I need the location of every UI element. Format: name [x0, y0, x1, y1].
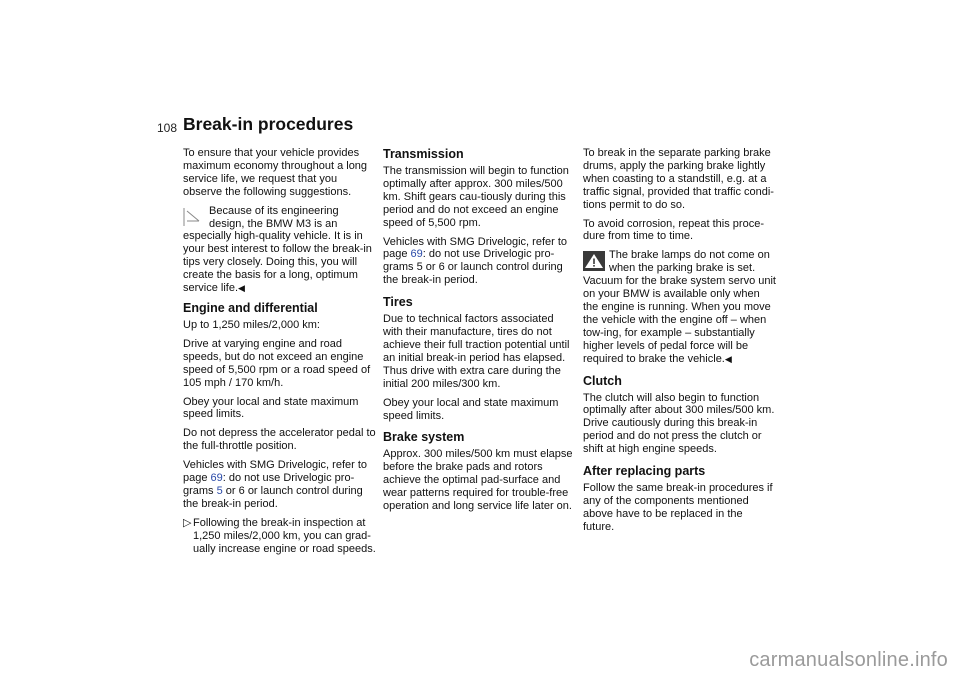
- after-replacing-paragraph: Follow the same break-in procedures if any of the components mentioned above have to be replaced in the future.: [583, 482, 773, 533]
- smg-paragraph: [383, 236, 576, 288]
- heading-engine-differential: Engine and differential: [183, 300, 318, 315]
- intro-paragraph: To ensure that your vehicle provides maximum economy throughout a long service life, we request that you observe the following suggestions.: [183, 147, 368, 198]
- warning-block: [583, 249, 776, 365]
- heading-tires: Tires: [383, 295, 413, 310]
- note-arrow-icon: [183, 207, 205, 227]
- text: : do not use Drivelogic pro-grams: [183, 472, 355, 497]
- transmission-paragraph: The transmission will begin to function optimally after approx. 300 miles/500 km. Shift gears cau-tiously during this period and do not exceed an engine speed of 5,500 rpm.: [383, 165, 569, 229]
- bullet-text: Following the break-in inspection at 1,250 miles/2,000 km, you can grad-ually increase engine or road speeds.: [193, 516, 376, 555]
- note-text: Because of its engineering design, the BMW M3 is an especially high-quality vehicle. It is in your best interest to follow the break-in tips very closely. Doing this, you will create the basis for a long, optimum service life.: [183, 204, 372, 295]
- heading-transmission: Transmission: [383, 147, 464, 161]
- note-block: [183, 205, 376, 295]
- warning-text: The brake lamps do not come on when the parking brake is set. Vacuum for the brake system servo unit on your BMW is available only when the engine is running. When you move the vehicle with the engine off – when tow-ing, for example – substantially higher levels of pedal force will be required to brake the vehicle.: [583, 249, 776, 365]
- heading-clutch: Clutch: [583, 373, 622, 388]
- clutch-paragraph: The clutch will also begin to function optimally after about 300 miles/500 km. Drive cautiously during this break-in period and do not press the clutch or shift at high engine speeds.: [583, 391, 775, 456]
- column-1: [183, 147, 376, 561]
- text: Vehicles with SMG Drivelogic, refer to page: [183, 459, 368, 485]
- engine-paragraph-2: Drive at varying engine and road speeds, but do not exceed an engine speed of 5,500 rpm or a road speed of 105 mph / 170 km/h.: [183, 337, 371, 389]
- warning-triangle-icon: [583, 251, 605, 271]
- text: or 6 or launch control during the break-in period.: [183, 484, 363, 510]
- footer-watermark: carmanualsonline.info: [749, 649, 948, 671]
- column-2: [383, 147, 576, 519]
- end-mark-icon: ◀: [724, 353, 732, 364]
- tires-paragraph-2: Obey your local and state maximum speed limits.: [383, 396, 559, 422]
- engine-paragraph-4: Do not depress the accelerator pedal to the full-throttle position.: [183, 427, 376, 453]
- brake-paragraph: Approx. 300 miles/500 km must elapse before the brake pads and rotors achieve the optimal pad-surface and wear patterns required for trouble-free operation and long service life later on.: [383, 448, 573, 513]
- page-link-69[interactable]: 69: [210, 472, 223, 485]
- column-3: [583, 147, 776, 540]
- corrosion-paragraph: To avoid corrosion, repeat this proce-dure from time to time.: [583, 217, 764, 243]
- heading-brake-system: Brake system: [383, 430, 465, 445]
- page-link-69[interactable]: 69: [410, 248, 423, 261]
- text: Vehicles with SMG Drivelogic, refer to page: [383, 235, 568, 261]
- program-link-5[interactable]: 5: [216, 484, 223, 497]
- page-number: 108: [157, 121, 178, 135]
- bullet-item: [183, 517, 376, 556]
- heading-after-replacing-parts: After replacing parts: [583, 464, 706, 479]
- page-title: Break-in procedures: [183, 114, 354, 134]
- engine-paragraph-5: [183, 459, 376, 511]
- text: : do not use Drivelogic pro-grams 5 or 6 or launch control during the break-in period.: [383, 248, 563, 287]
- end-mark-icon: ◀: [238, 283, 245, 294]
- parking-brake-paragraph: To break in the separate parking brake drums, apply the parking brake lightly when coasting to a standstill, e.g. at a traffic signal, provided that traffic condi-tions permit to do so.: [583, 147, 774, 211]
- tires-paragraph: Due to technical factors associated with their manufacture, tires do not achieve their full traction potential until an initial break-in period has elapsed. Thus drive with extra care during the initial 200 miles/300 km.: [383, 313, 570, 390]
- engine-paragraph-3: Obey your local and state maximum speed limits.: [183, 395, 359, 421]
- engine-paragraph-1: Up to 1,250 miles/2,000 km:: [183, 318, 320, 331]
- bullet-arrow-icon: ▷: [183, 516, 192, 529]
